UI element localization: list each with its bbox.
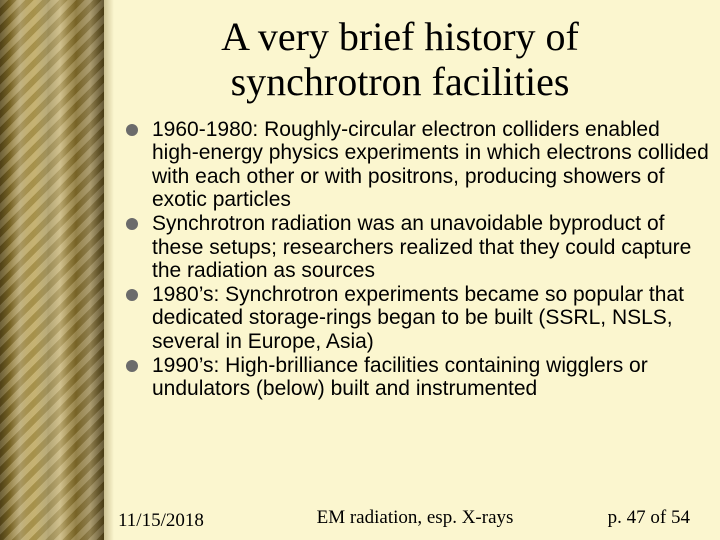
- bullet-dot-icon: [126, 289, 138, 301]
- title-line-2: synchrotron facilities: [230, 59, 570, 104]
- bullet-item: [126, 283, 710, 353]
- title-line-1: A very brief history of: [221, 14, 579, 59]
- bullet-text: 1990’s: High-brilliance facilities containing wigglers or undulators (below) built and instrumented: [152, 353, 648, 401]
- footer-title: EM radiation, esp. X-rays: [316, 507, 514, 528]
- bullet-item: [126, 354, 710, 401]
- bullet-dot-icon: [126, 218, 138, 230]
- slide-title: [130, 14, 670, 104]
- footer-date: 11/15/2018: [118, 510, 204, 531]
- footer-page-number: p. 47 of 54: [607, 507, 690, 528]
- bullet-item: [126, 212, 710, 282]
- bullet-text: Synchrotron radiation was an unavoidable byproduct of these setups; researchers realized that they could capture the radiation as sources: [152, 212, 692, 283]
- bullet-list: [126, 118, 710, 401]
- bullet-text: 1960-1980: Roughly-circular electron colliders enabled high-energy physics experiments in which electrons collided with each other or with positrons, producing showers of exotic particles: [152, 118, 709, 212]
- bullet-item: [126, 118, 710, 212]
- bullet-text: 1980’s: Synchrotron experiments became so popular that dedicated storage-rings began to be built (SSRL, NSLS, several in Europe, Asia): [152, 283, 684, 353]
- decorative-band-shadow: [104, 0, 114, 540]
- bullet-dot-icon: [126, 360, 138, 372]
- decorative-left-band: [0, 0, 104, 540]
- bullet-dot-icon: [126, 124, 138, 136]
